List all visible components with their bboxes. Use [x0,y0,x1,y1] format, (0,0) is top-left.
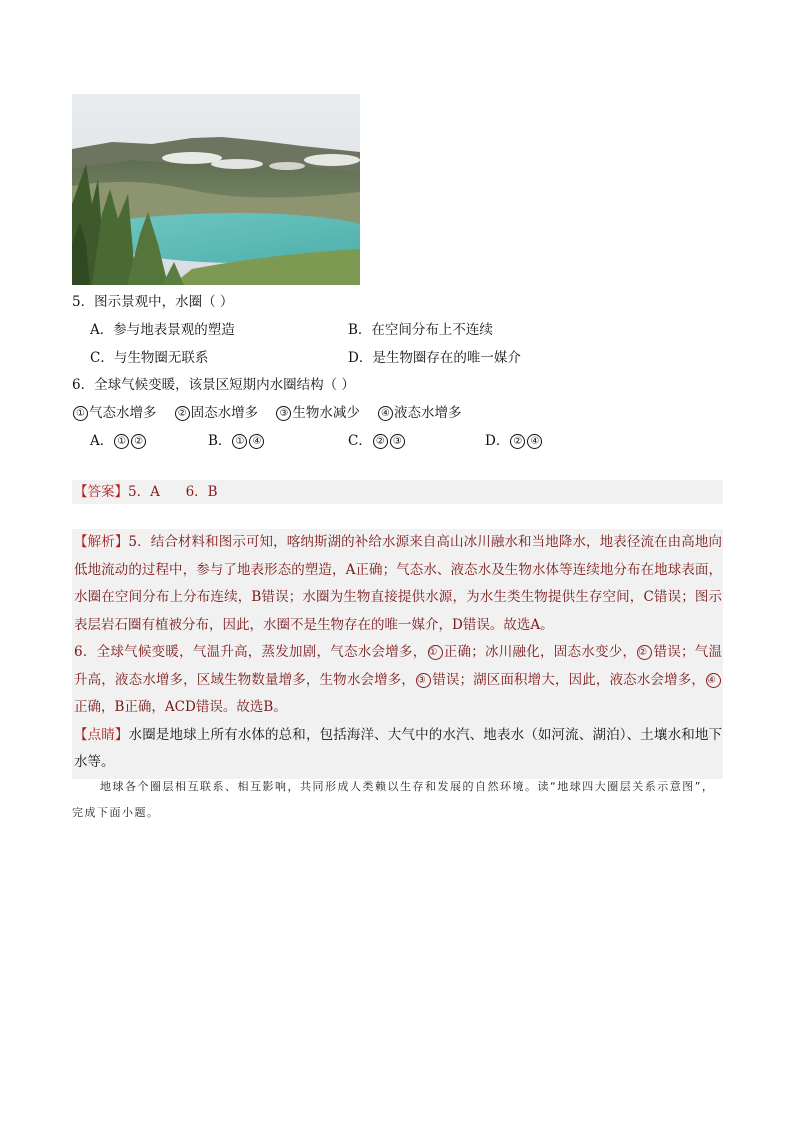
answer-text: 5．A 6．B [128,484,218,500]
option-label: A． [90,433,114,449]
q6-option-d [485,431,543,451]
q5-option-c: C．与生物圈无联系 [90,350,209,366]
circled-number: ① [114,434,129,449]
q6-item-4: 液态水增多 [394,405,462,421]
q6-item-3: 生物水减少 [292,405,360,421]
tip-tag: 【点睛】 [74,726,129,743]
q6-item-2: 固态水增多 [190,405,259,421]
q6-option-c [348,431,406,451]
analysis-text-2e: 正确，B正确，ACD错误。故选B。 [74,699,287,715]
circled-number: ② [373,434,388,449]
tip-text: 水圈是地球上所有水体的总和，包括海洋、大气中的水汽、地表水（如河流、湖泊）、土壤水和地下水等。 [74,726,723,770]
circled-number: ③ [276,406,291,421]
circled-number: ① [232,434,247,449]
analysis-text-2b: 正确；冰川融化，固态水变少， [443,644,637,660]
analysis-block [74,529,722,777]
circled-number: ④ [249,434,264,449]
answer-line [74,482,218,502]
q6-option-b [208,431,265,451]
tip-paragraph [74,722,722,777]
circled-number: ④ [378,406,393,421]
circled-number: ③ [416,673,431,688]
circled-number: ② [510,434,525,449]
circled-number: ① [428,645,443,660]
q5-option-b: B．在空间分布上不连续 [348,322,493,338]
option-label: C． [348,433,372,449]
analysis-text-2c: 错误；气温升高，液态水增多，区域生物数量增多，生物水会增多， [74,644,723,688]
option-label: D． [485,433,510,449]
q5-stem: 5．图示景观中，水圈（ ） [72,294,234,310]
q6-stem: 6．全球气候变暖，该景区短期内水圈结构（ ） [72,377,355,393]
option-label: B． [208,433,232,449]
circled-number: ④ [527,434,542,449]
landscape-photo [72,94,360,285]
q6-statements [72,403,462,423]
circled-number: ② [637,645,652,660]
reading-passage [72,774,723,826]
q6-item-1: 气态水增多 [89,405,157,421]
analysis-text-1: 5．结合材料和图示可知，喀纳斯湖的补给水源来自高山冰川融水和当地降水，地表径流在由高地向低地流动的过程中，参与了地表形态的塑造，A正确；气态水、液态水及生物水体等连续地分布在地球表面，水圈在空间分布上分布连续，B错误；水圈为生物直接提供水源，为水生类生物提供生存空间，C错误；图示表层岩石圈有植被分布，因此，水圈不是生物存在的唯一媒介，D错误。故选A。 [74,534,722,633]
circled-number: ② [131,434,146,449]
q5-option-d: D．是生物圈存在的唯一媒介 [348,350,521,366]
analysis-text-2a: 6．全球气候变暖，气温升高，蒸发加剧，气态水会增多， [74,644,427,660]
circled-number: ④ [706,673,721,688]
analysis-p2 [74,639,722,722]
answer-tag: 【答案】 [74,484,128,500]
circled-number: ③ [390,434,405,449]
analysis-p1 [74,529,722,639]
analysis-text-2d: 错误；湖区面积增大，因此，液态水会增多， [432,671,706,688]
q5-option-a: A．参与地表景观的塑造 [90,322,235,338]
circled-number: ① [73,406,88,421]
q6-option-a [90,431,147,451]
passage-text: 地球各个圈层相互联系、相互影响，共同形成人类赖以生存和发展的自然环境。读“地球四大圈层关系示意图”，完成下面小题。 [72,780,715,819]
circled-number: ② [175,406,190,421]
analysis-tag: 【解析】 [74,534,129,550]
